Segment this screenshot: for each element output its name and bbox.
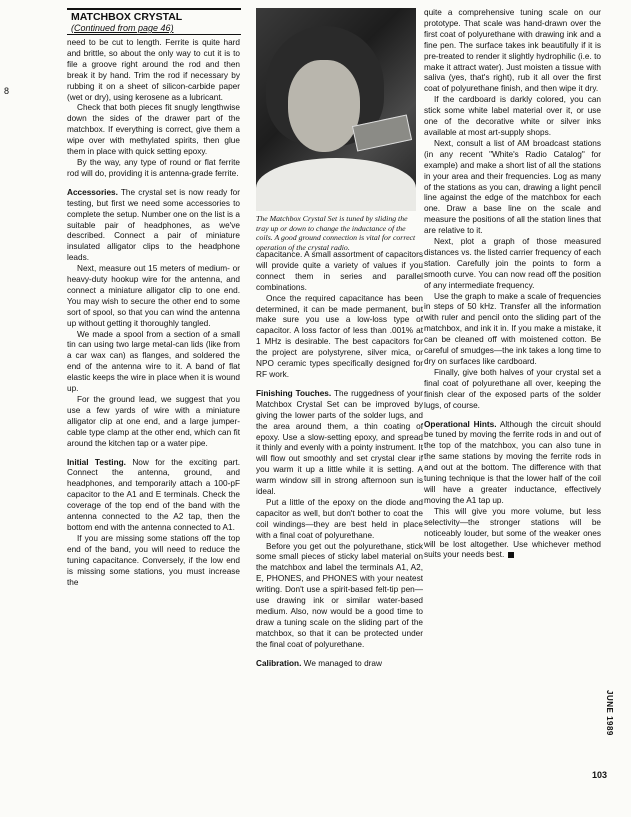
issue-date: JUNE 1989: [605, 690, 614, 736]
paragraph: Next, plot a graph of those measured distances vs. the listed carrier frequency of each station. Carefully join the points to form a smooth curve. You can now read off the position of any intermediate frequency.: [424, 237, 601, 290]
paragraph: Put a little of the epoxy on the diode and capacitor as well, but don't bother to coat the coil windings—they are best held in place with a final coat of polyurethane.: [256, 497, 423, 540]
paragraph-text: Now for the exciting part. Connect the antenna, ground, and headphones, and temporarily attach a 100-pF capacitor to the A1 and E terminals. Check the coverage of the top end of the band with the antenna connected to the A2 tap, then the bottom end with the antenna connected to A1.: [67, 457, 240, 532]
paragraph: Next, measure out 15 meters of medium- or heavy-duty hookup wire for the antenna, and connect a miniature alligator clip to one end. You may wish to secure the other end to some sort of spool, so that you can wind the antenna up without getting it thoroughly tangled.: [67, 264, 240, 328]
section-calibration: [256, 659, 423, 670]
paragraph: Finally, give both halves of your crystal set a final coat of polyurethane all over, keeping the finish clear of the exposed parts of the solder lugs, of course.: [424, 367, 601, 410]
column-1: [67, 8, 240, 588]
paragraph: [424, 507, 601, 562]
paragraph: Once the required capacitance has been determined, it can be made permanent, but make sure you use a low-loss type of capacitor. A loss factor of less than .001% at 1 MHz is desirable. The best capacitors for the project are polystyrene, silver mica, or NPO ceramic types specifically designed for RF work.: [256, 293, 423, 379]
paragraph-text: Although the circuit should be tuned by moving the ferrite rods in and out of the top of the matchbox, you can also tune in the same stations by moving the ferrite rods in and out at the bottom. The difference with that tuning technique is that the lower half of the coil will have a greater inductance, effectively moving the A1 tap up.: [424, 419, 601, 505]
end-of-article-mark: [508, 552, 514, 558]
continued-note: (Continued from page 46): [71, 23, 174, 33]
article-photo: [256, 8, 416, 211]
section-accessories: [67, 188, 240, 264]
paragraph: Check that both pieces fit snugly lengthwise down the sides of the drawer part of the matchbox. If everything is correct, give them a wipe over with methylated spirits, then glue them in place with quick setting epoxy.: [67, 103, 240, 157]
section-heading: Initial Testing.: [67, 457, 126, 467]
paragraph-text: We managed to draw: [301, 658, 382, 668]
column-2: [256, 250, 423, 670]
margin-mark: 8: [4, 86, 10, 96]
section-heading: Accessories.: [67, 187, 118, 197]
paragraph-text: This will give you more volume, but less selectivity—the stronger stations will be noticeably louder, but some of the weaker ones will be lost altogether. Use whichever method suits your needs best.: [424, 506, 601, 560]
paragraph-text: The crystal set is now ready for testing, but first we need some accessories to complete the setup. Number one on the list is a suitable pair of headphones, as we've described. Connect a pair of miniature insulated alligator clips to the headphone leads.: [67, 187, 240, 263]
article-title: MATCHBOX CRYSTAL: [71, 11, 183, 23]
page-number: 103: [592, 770, 608, 780]
section-initial-testing: [67, 458, 240, 534]
paragraph: capacitance. A small assortment of capacitors will provide quite a variety of values if you connect them in series and parallel combinations.: [256, 250, 423, 292]
paragraph: need to be cut to length. Ferrite is quite hard and brittle, so about the only way to cut it is to file a groove right around the rod and then break it by hand. Trim the rod if necessary by rubbing it on a sheet of silicon-carbide paper (wet or dry), using kerosene as a lubricant.: [67, 38, 240, 102]
section-heading: Calibration.: [256, 658, 302, 668]
paragraph: quite a comprehensive tuning scale on our prototype. That scale was hand-drawn over the first coat of polyurethane with drawing ink and a fine pen. The surface takes ink beautifully if it is pre-treated to render it slightly hydrophilic (i.e. to make it attract water). Just moisten a tissue with saliva (yes, that's right), rub it all over the first coat of polyurethane finish, and then wipe it dry.: [424, 8, 601, 94]
paragraph: If you are missing some stations off the top end of the band, you will need to reduce the tuning capacitance. Conversely, if the low end is missing some stations, you must increase the: [67, 533, 240, 587]
column-3: [424, 8, 601, 561]
section-heading: Finishing Touches.: [256, 388, 332, 398]
paragraph: Before you get out the polyurethane, stick some small pieces of sticky label material on the matchbox and label the terminals A1, A2, E, PHONES, and PHONES with your neatest writing. Don't use a spirit-based felt-tip pen—use drawing ink or similar water-based medium. Also, now would be a good time to draw a tuning scale on the sliding part of the matchbox, so that it can be protected under the final coat of polyurethane.: [256, 541, 423, 649]
section-finishing-touches: [256, 389, 423, 498]
paragraph: Next, consult a list of AM broadcast stations (in any recent "White's Radio Catalog" for example) and make a short list of all the stations in your area and their frequencies. Log as many of the stations as you can, drawing a light pencil line against the edge of the matchbox for each one. Draw a base line on the scale and measure the positions of all the station lines that are relative to it.: [424, 138, 601, 236]
paragraph-text: The ruggedness of your Matchbox Crystal Set can be improved by giving the lower parts of the solder lugs, and the area around them, a thin coating of epoxy. Use a slow-setting epoxy, and spread it thinly and evenly with a pointy instrument. It will flow out smoothly and set crystal clear if you warm it up a little while it is setting. A warm window sill in strong afternoon sun is ideal.: [256, 388, 423, 497]
paragraph: By the way, any type of round or flat ferrite rod will do, providing it is antenna-grade ferrite.: [67, 157, 240, 178]
paragraph: Use the graph to make a scale of frequencies in steps of 50 kHz. Transfer all the information with ruler and pencil onto the sliding part of the matchbox, and ink it in. If you make a mistake, it can be cleaned off with moistened cotton. Be careful of smudges—the ink takes a long time to dry on surfaces like cardboard.: [424, 291, 601, 366]
section-operational-hints: [424, 420, 601, 507]
photo-caption: The Matchbox Crystal Set is tuned by sliding the tray up or down to change the inductance of the coils. A good ground connection is vital for correct operation of the crystal radio.: [256, 214, 416, 252]
paragraph: For the ground lead, we suggest that you use a few yards of wire with a miniature alligator clip at one end, and a large jumper-cable type clamp at the other end, which can fit around the kitchen tap or a water pipe.: [67, 395, 240, 448]
paragraph: If the cardboard is darkly colored, you can stick some white label material over it, or use one of the decorative white or silver inks available at most art-supply shops.: [424, 95, 601, 137]
paragraph: We made a spool from a section of a small tin can using two large metal-can lids (like from a car wax can) as flanges, and soldered the end of the antenna wire to it. A band of flat elastic keeps the wire in place when it is wound up.: [67, 329, 240, 394]
article-header: [67, 8, 241, 35]
section-heading: Operational Hints.: [424, 419, 497, 429]
